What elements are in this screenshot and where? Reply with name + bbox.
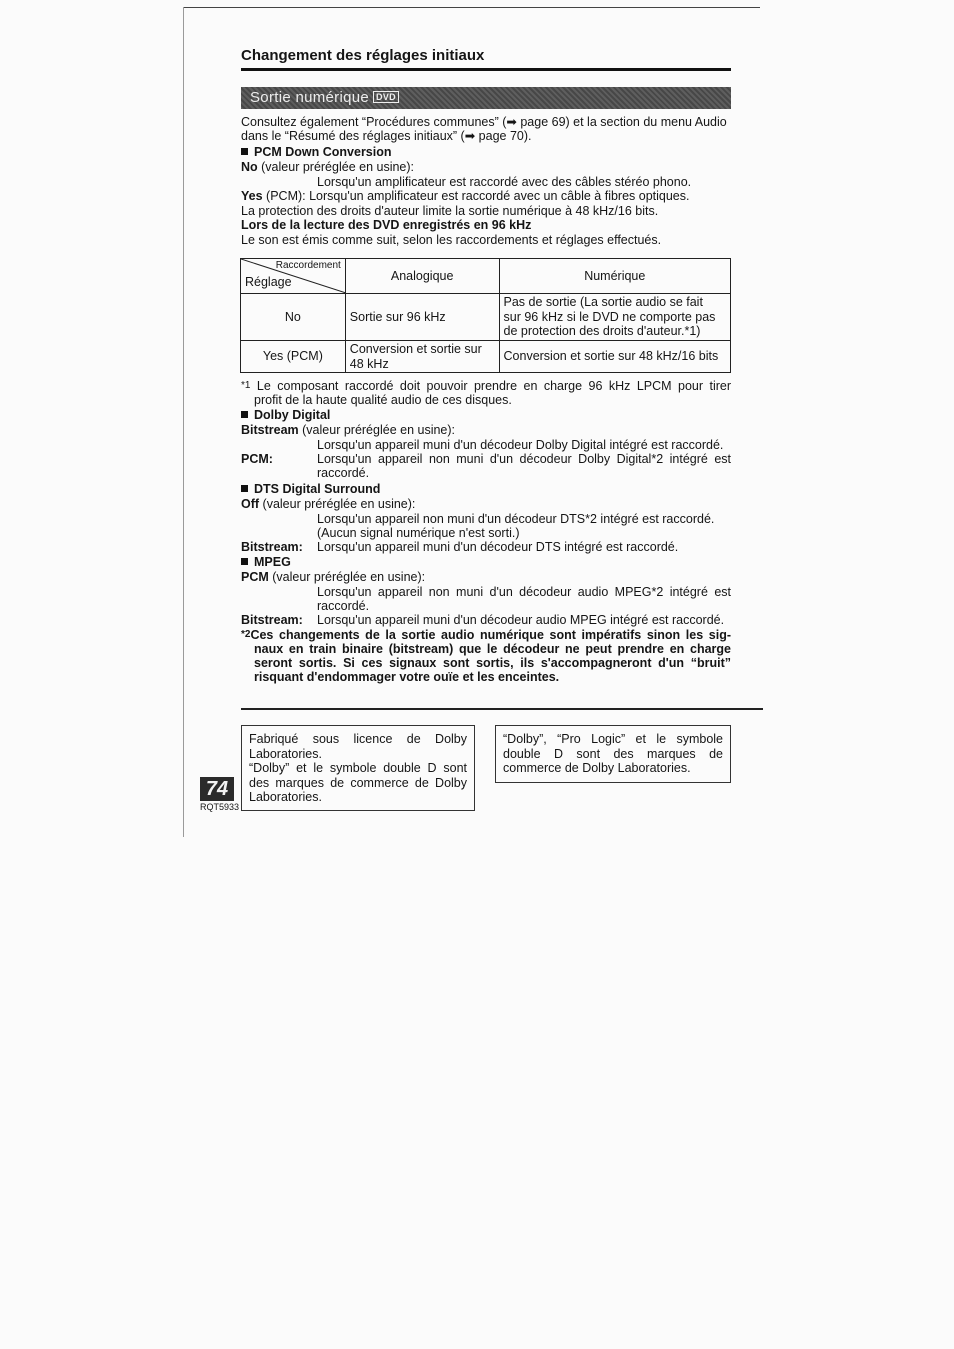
footnote-2-line-4: risquant d'endommager votre ouïe et les enceintes.: [254, 670, 560, 684]
section-title: Sortie numérique: [250, 89, 370, 106]
mpeg-heading: MPEG: [241, 555, 291, 570]
dts-heading: DTS Digital Surround: [241, 482, 380, 497]
dts-bitstream-desc: Lorsqu'un appareil muni d'un décodeur DTS intégré est raccordé.: [317, 540, 679, 554]
mpeg-bitstream-desc: Lorsqu'un appareil muni d'un décodeur audio MPEG intégré est raccordé.: [317, 613, 725, 627]
dvd96-heading: Lors de la lecture des DVD enregistrés en 96 kHz: [241, 218, 532, 232]
dts-bitstream-label: Bitstream:: [241, 540, 303, 554]
dolby-bitstream-row: Bitstream (valeur préréglée en usine):: [241, 423, 456, 437]
bullet-square-icon: [241, 558, 248, 565]
dts-off-desc-1: Lorsqu'un appareil non muni d'un décodeur DTS*2 intégré est raccordé.: [317, 512, 715, 526]
mpeg-pcm-desc-2: raccordé.: [317, 599, 370, 613]
pcm-down-yes-row: Yes (PCM): Lorsqu'un amplificateur est raccordé avec un câble à fibres optiques.: [241, 189, 690, 203]
intro-line-1: Consultez également “Procédures communes” (➡ page 69) et la section du menu Audio: [241, 115, 727, 129]
pcm-down-no-desc: Lorsqu'un amplificateur est raccordé avec des câbles stéréo phono.: [317, 175, 692, 189]
section-banner: [241, 87, 731, 109]
footnote-2: *2Ces changements de la sortie audio numérique sont impératifs sinon les sig-: [241, 628, 731, 642]
footnote-2-line-3: seront sortis. Si ces signaux sont sortis, ils s'accompagneront d'un “bruit”: [254, 656, 731, 670]
header-analog: Analogique: [345, 259, 499, 294]
mpeg-pcm-row: PCM (valeur préréglée en usine):: [241, 570, 426, 584]
footnote-1-line-2: profit de la haute qualité audio de ces disques.: [254, 393, 512, 407]
footnote-2-line-2: naux en train binaire (bitstream) que le décodeur ne peut prendre en charge: [254, 642, 731, 656]
bullet-square-icon: [241, 485, 248, 492]
footnote-1: *1 Le composant raccordé doit pouvoir prendre en charge 96 kHz LPCM pour tirer: [241, 379, 731, 393]
page-top-border: [183, 7, 760, 8]
dts-off-desc-2: (Aucun signal numérique n'est sorti.): [317, 526, 520, 540]
footer-rule: [241, 708, 763, 710]
row-yes-setting: Yes (PCM): [241, 341, 346, 373]
corner-connection-label: Raccordement: [275, 260, 341, 271]
row-no-digital: Pas de sortie (La sortie audio se fait sur 96 kHz si le DVD ne comporte pas de protection des droits d'auteur.*1): [499, 294, 730, 341]
document-code: RQT5933: [200, 802, 240, 812]
row-yes-digital: Conversion et sortie sur 48 kHz/16 bits: [499, 341, 730, 373]
mpeg-bitstream-label: Bitstream:: [241, 613, 303, 627]
dolby-bitstream-desc: Lorsqu'un appareil muni d'un décodeur Dolby Digital intégré est raccordé.: [317, 438, 724, 452]
dvd-badge: DVD: [373, 91, 399, 103]
intro-line-2: dans le “Résumé des réglages initiaux” (➡ page 70).: [241, 129, 532, 143]
title-underline: [241, 68, 731, 71]
dolby-pcm-desc-2: raccordé.: [317, 466, 370, 480]
dolby-pcm-desc: Lorsqu'un appareil non muni d'un décodeur Dolby Digital*2 intégré est: [317, 452, 731, 466]
output-table: [240, 258, 731, 373]
row-no-analog: Sortie sur 96 kHz: [345, 294, 499, 341]
dvd96-desc: Le son est émis comme suit, selon les raccordements et réglages effectués.: [241, 233, 662, 247]
row-no-setting: No: [241, 294, 346, 341]
page-title: Changement des réglages initiaux: [241, 47, 485, 64]
pcm-down-note: La protection des droits d'auteur limite la sortie numérique à 48 kHz/16 bits.: [241, 204, 659, 218]
corner-setting-label: Réglage: [245, 275, 292, 290]
bullet-square-icon: [241, 148, 248, 155]
dolby-pcm-label: PCM:: [241, 452, 273, 466]
header-digital: Numérique: [499, 259, 730, 294]
dolby-license-box: Fabriqué sous licence de Dolby Laboratories. “Dolby” et le symbole double D sont des marques de commerce de Dolby Laboratories.: [241, 725, 475, 811]
dolby-heading: Dolby Digital: [241, 408, 330, 423]
dts-off-row: Off (valeur préréglée en usine):: [241, 497, 416, 511]
dolby-trademark-box: “Dolby”, “Pro Logic” et le symbole double D sont des marques de commerce de Dolby Laboratories.: [495, 725, 731, 783]
page-left-border: [183, 7, 184, 837]
row-yes-analog: Conversion et sortie sur 48 kHz: [345, 341, 499, 373]
mpeg-pcm-desc: Lorsqu'un appareil non muni d'un décodeur audio MPEG*2 intégré est: [317, 585, 731, 599]
page-number: 74: [200, 777, 234, 801]
bullet-square-icon: [241, 411, 248, 418]
pcm-down-heading: PCM Down Conversion: [241, 145, 392, 160]
table-corner-cell: [241, 259, 346, 294]
pcm-down-no-row: No (valeur préréglée en usine):: [241, 160, 415, 174]
